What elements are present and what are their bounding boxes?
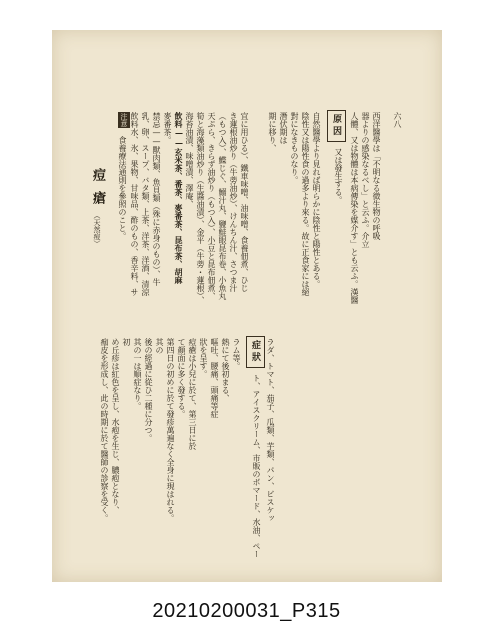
- text-line: 海苔油漬、味噌漬、澤庵、: [185, 112, 194, 208]
- text-line: 狀を呈す。: [199, 338, 208, 378]
- text-line: 期に移り、: [268, 112, 277, 152]
- text-line: 人體、又は物體は本病傳染を媒介す」とも云ふ。漢醫: [350, 112, 359, 304]
- section-heading-cause: 原因: [327, 110, 346, 142]
- page-number: 六八: [393, 112, 402, 128]
- text-line: 其の: [155, 338, 164, 354]
- text-line: 器よりの感染なるべし」と云ふ。介立: [361, 112, 370, 248]
- text-line: ラム等。: [232, 338, 241, 370]
- text-line: 禁忌——獸肉類、魚貝類（殊に赤身のもの）、牛: [152, 112, 161, 286]
- chapter-title: 痘瘡: [90, 168, 105, 214]
- section-heading-symptoms: 症狀: [246, 336, 265, 368]
- text-line: 痘瘡は小兒に於て、第三日に於: [188, 338, 197, 450]
- text-line: （もつ入）、鰈じぐ、鰯汁丸、鹽鮭眼昆布卷、小魚丸: [218, 112, 227, 300]
- document-page: [52, 30, 442, 582]
- text-line: 潛伏期は: [279, 112, 288, 144]
- text-line: 熱にて後初まる、: [221, 338, 230, 402]
- text-line: 初: [122, 338, 131, 346]
- text-line: 飲料——玄米茶、番茶、麥番茶、昆布茶、胡麻: [174, 112, 184, 284]
- chapter-subtitle: （天然痘）: [93, 212, 101, 247]
- text-line: 西洋醫學は「不明なる微生物の呼吸: [372, 112, 381, 240]
- text-line: き蓮根油炒り（牛蒡油炒）、けんちん汁、さつま汁: [229, 112, 238, 292]
- text-line: 嘔吐、腰痛、頭痛等症: [210, 338, 219, 418]
- text-line: て顏面に多く發する。: [177, 338, 186, 418]
- text-line: 後の經過に從ひ二種に分つ。: [144, 338, 153, 442]
- text-line: 痂皮を形成し、此の時期に於て醫師の診察を受く。: [100, 338, 109, 522]
- text-line: 天ぷら、きらず油炒り（もつ入）、小豆と昆布佃煮、: [207, 112, 216, 300]
- text-line: め丘疹は紅色を呈し、水疱を生じ、膿疱となり、: [111, 338, 120, 514]
- text-line: 第四日の初めに於て發疹萬遍なく全身に現はれる。: [166, 338, 175, 522]
- text-line: 又は發生する。: [334, 148, 343, 204]
- text-line: ト、アイスクリーム、市販のボマード、水油、ペー: [252, 374, 261, 558]
- text-line: 其の一は順症なり。: [133, 338, 142, 410]
- text-line: ラダ、トマト、茄子、瓜類、芋類、パン、ビスケッ: [266, 338, 275, 522]
- text-line: 自然醫學より見れば明らかに陰性と陽性とある。: [312, 112, 321, 288]
- text-line: 飲料水、氷、果物、甘味品、酢のもの、香辛料、サ: [130, 112, 139, 296]
- text-line: 麥番茶。: [163, 112, 172, 144]
- text-line: 宜に用ひる）、鐵車味噌、油味噌、食養佃煮、ひじ: [240, 112, 249, 292]
- text-line: 筍と海藻類油炒り（生醬油漬）、金平（牛蒡・蓮根）、: [196, 112, 205, 304]
- text-line: 食養療法通則を參照のこと。: [118, 136, 127, 240]
- image-id-caption: 20210200031_P315: [152, 600, 341, 622]
- text-line: 乳、卵、スープ、バタ類、上茶、洋茶、洋酒、清涼: [141, 112, 150, 296]
- text-line: 陰性又は陽性食の過多より來る。故に正食家には絕: [301, 112, 310, 296]
- note-marker: 注意: [120, 113, 128, 127]
- text-line: 對になきものなり。: [290, 112, 299, 184]
